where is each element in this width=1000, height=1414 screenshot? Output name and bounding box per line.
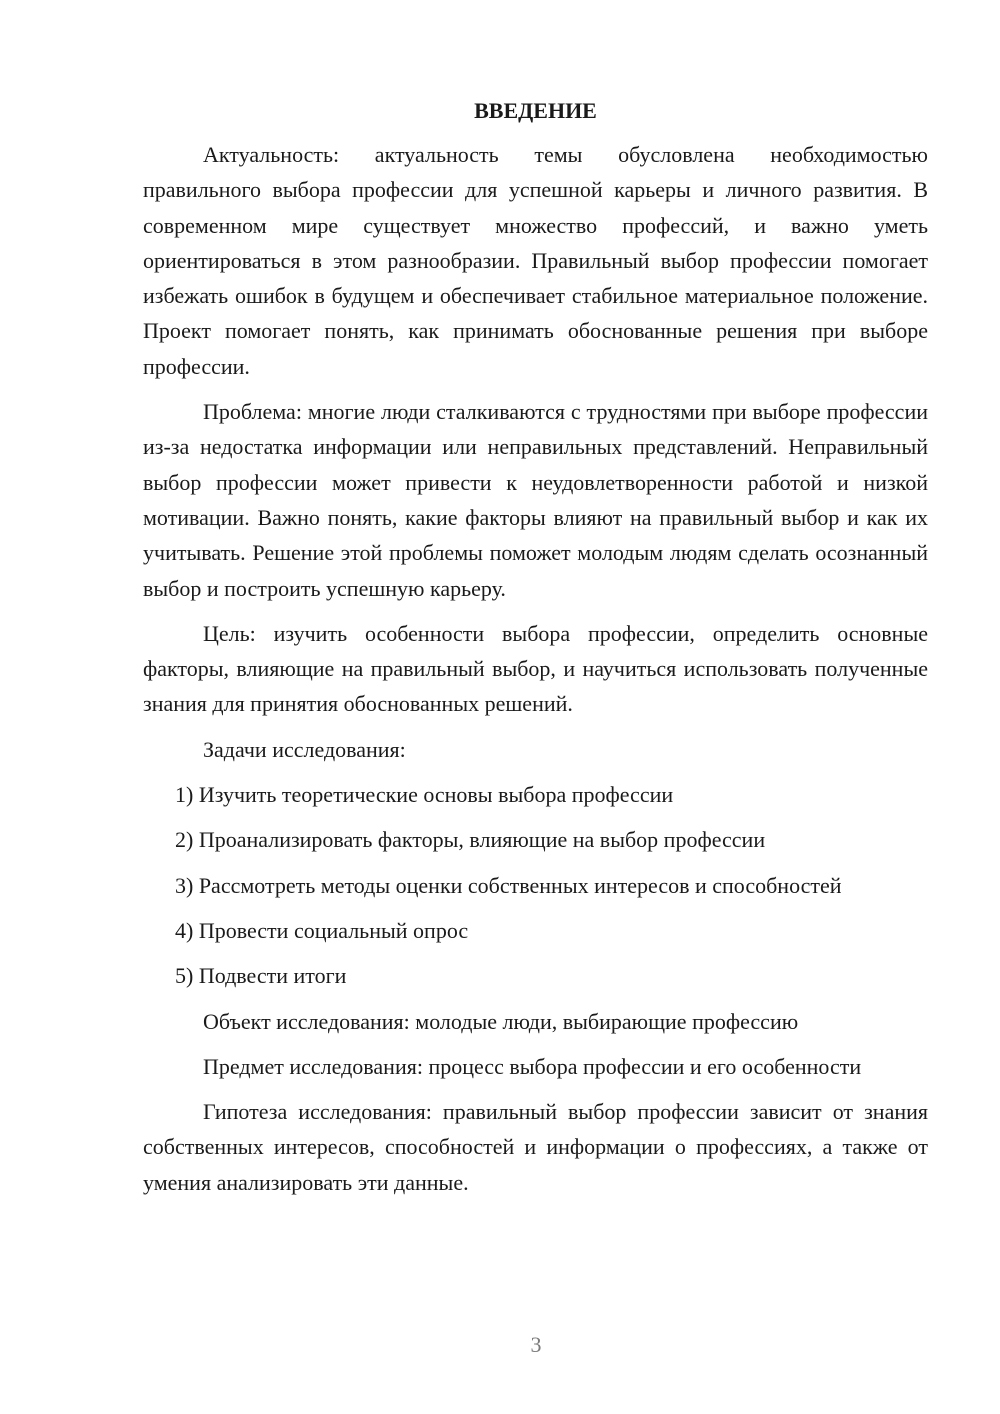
- paragraph-hypothesis: Гипотеза исследования: правильный выбор профессии зависит от знания собственных интересов, способностей и информации о профессиях, а также от умения анализировать эти данные.: [143, 1099, 928, 1195]
- paragraph-problem: Проблема: многие люди сталкиваются с трудностями при выборе профессии из-за недостатка информации или неправильных представлений. Неправильный выбор профессии может привести к неудовлетворенности работой и низкой мотивации. Важно понять, какие факторы влияют на правильный выбор и как их учитывать. Решение этой проблемы поможет молодым людям сделать осознанный выбор и построить успешную карьеру.: [143, 399, 928, 601]
- task-item: 1) Изучить теоретические основы выбора профессии: [175, 782, 674, 808]
- section-title: ВВЕДЕНИЕ: [474, 98, 597, 123]
- paragraph-object: Объект исследования: молодые люди, выбирающие профессию: [203, 1008, 799, 1034]
- document-body: [143, 93, 928, 1210]
- task-item: 2) Проанализировать факторы, влияющие на выбор профессии: [175, 827, 766, 853]
- page-number: 3: [530, 1332, 542, 1357]
- tasks-list: [143, 777, 928, 993]
- task-item: 5) Подвести итоги: [175, 963, 347, 989]
- paragraph-subject: Предмет исследования: процесс выбора профессии и его особенности: [203, 1053, 862, 1079]
- task-item: 4) Провести социальный опрос: [175, 917, 469, 943]
- paragraph-relevance: Актуальность: актуальность темы обусловлена необходимостью правильного выбора профессии для успешной карьеры и личного развития. В современном мире существует множество профессий, и важно уметь ориентироваться в этом разнообразии. Правильный выбор профессии помогает избежать ошибок в будущем и обеспечивает стабильное материальное положение. Проект помогает понять, как принимать обоснованные решения при выборе профессии.: [143, 142, 928, 379]
- task-item: 3) Рассмотреть методы оценки собственных интересов и способностей: [175, 872, 842, 898]
- paragraph-goal: Цель: изучить особенности выбора профессии, определить основные факторы, влияющие на правильный выбор, и научиться использовать полученные знания для принятия обоснованных решений.: [143, 620, 928, 717]
- tasks-heading: Задачи исследования:: [203, 736, 406, 762]
